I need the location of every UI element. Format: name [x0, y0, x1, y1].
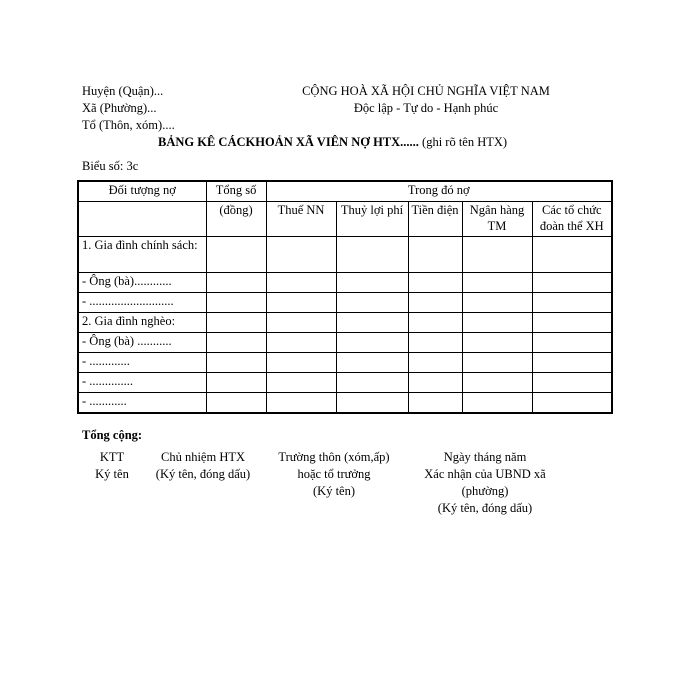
table-row [78, 237, 612, 273]
table-cell [266, 237, 336, 273]
table-cell [266, 273, 336, 293]
col-commercial-bank: Ngân hàng TM [462, 202, 532, 237]
table-cell [462, 273, 532, 293]
table-cell [336, 237, 408, 273]
table-cell [206, 393, 266, 414]
signature-line: Chủ nhiệm HTX [160, 450, 246, 464]
table-cell [408, 313, 462, 333]
table-cell [266, 333, 336, 353]
table-cell [336, 373, 408, 393]
col-electricity: Tiền điện [408, 202, 462, 237]
table-cell [532, 293, 612, 313]
table-cell [408, 333, 462, 353]
col-total-header: Tổng số [206, 181, 266, 202]
signature-line: Ngày tháng năm [443, 450, 527, 464]
table-cell [266, 373, 336, 393]
table-row [78, 393, 612, 414]
row-label: - .............. [78, 373, 206, 393]
table-cell [206, 353, 266, 373]
signature-line: Ký tên [95, 467, 129, 481]
document-title [158, 134, 507, 150]
row-label: - ............ [78, 393, 206, 414]
col-group-header: Trong đó nợ [266, 181, 612, 202]
table-cell [532, 237, 612, 273]
national-motto: Độc lập - Tự do - Hạnh phúc [353, 101, 499, 115]
row-label: - Ông (bà)............ [78, 273, 206, 293]
table-row [78, 293, 612, 313]
signature-line: (Ký tên, đóng dấu) [155, 467, 251, 481]
table-cell [462, 333, 532, 353]
table-row [78, 333, 612, 353]
table-cell [206, 273, 266, 293]
table-cell [336, 333, 408, 353]
table-cell [266, 293, 336, 313]
table-cell [462, 237, 532, 273]
table-cell [206, 293, 266, 313]
title-note: (ghi rõ tên HTX) [422, 135, 508, 149]
table-cell [336, 273, 408, 293]
table-cell [532, 393, 612, 414]
col-social-orgs: Các tổ chức đoàn thể XH [532, 202, 612, 237]
signature-line: hoặc tổ trưởng [297, 467, 371, 481]
hamlet-line: Tổ (Thôn, xóm).... [82, 118, 175, 132]
table-cell [408, 237, 462, 273]
table-row [78, 373, 612, 393]
table-cell [532, 373, 612, 393]
form-number: Biểu số: 3c [82, 159, 139, 173]
table-cell [206, 237, 266, 273]
signature-chief-accountant [82, 449, 142, 483]
signature-line: (Ký tên) [313, 484, 355, 498]
total-label: Tổng cộng: [82, 428, 143, 442]
col-agri-tax: Thuế NN [266, 202, 336, 237]
table-cell [462, 293, 532, 313]
col-total-unit: (đồng) [206, 202, 266, 237]
table-cell [206, 333, 266, 353]
row-label: - Ông (bà) ........... [78, 333, 206, 353]
table-cell [462, 373, 532, 393]
header-row-1 [78, 181, 612, 202]
table-cell [336, 353, 408, 373]
table-cell [408, 293, 462, 313]
signature-line: (Ký tên, đóng dấu) [437, 501, 533, 515]
table-cell [408, 273, 462, 293]
country-name: CỘNG HOÀ XÃ HỘI CHỦ NGHĨA VIỆT NAM [302, 84, 550, 98]
table-cell [408, 353, 462, 373]
table-cell [266, 393, 336, 414]
table-cell [266, 353, 336, 373]
table-cell [462, 353, 532, 373]
table-row [78, 313, 612, 333]
table-cell [336, 393, 408, 414]
signature-line: Trường thôn (xóm,ấp) [278, 450, 390, 464]
table-cell [408, 373, 462, 393]
table-cell [532, 353, 612, 373]
row-label: 2. Gia đình nghèo: [78, 313, 206, 333]
table-cell [532, 273, 612, 293]
row-label: - ............. [78, 353, 206, 373]
debt-table [77, 180, 613, 414]
signature-line: (phường) [461, 484, 509, 498]
table-cell [408, 393, 462, 414]
empty-header-cell [78, 202, 206, 237]
table-cell [206, 313, 266, 333]
table-cell [336, 293, 408, 313]
table-cell [462, 313, 532, 333]
table-row [78, 353, 612, 373]
row-label: - ........................... [78, 293, 206, 313]
district-line: Huyện (Quận)... [82, 84, 164, 98]
col-irrigation-fee: Thuỷ lợi phí [336, 202, 408, 237]
signature-line: KTT [99, 450, 125, 464]
signature-hamlet-head [268, 449, 400, 500]
col-debtor-header: Đối tượng nợ [78, 181, 206, 202]
table-row [78, 273, 612, 293]
table-cell [532, 333, 612, 353]
header-row-2 [78, 202, 612, 237]
row-label: 1. Gia đình chính sách: [78, 237, 206, 273]
signature-commune-committee [410, 449, 560, 517]
table-cell [532, 313, 612, 333]
signature-line: Xác nhận của UBND xã [424, 467, 546, 481]
table-cell [266, 313, 336, 333]
title-main: BẢNG KÊ CÁCKHOẢN XÃ VIÊN NỢ HTX...... [158, 135, 419, 149]
table-cell [462, 393, 532, 414]
signature-coop-chairman [148, 449, 258, 483]
commune-line: Xã (Phường)... [82, 101, 157, 115]
table-cell [206, 373, 266, 393]
table-cell [336, 313, 408, 333]
